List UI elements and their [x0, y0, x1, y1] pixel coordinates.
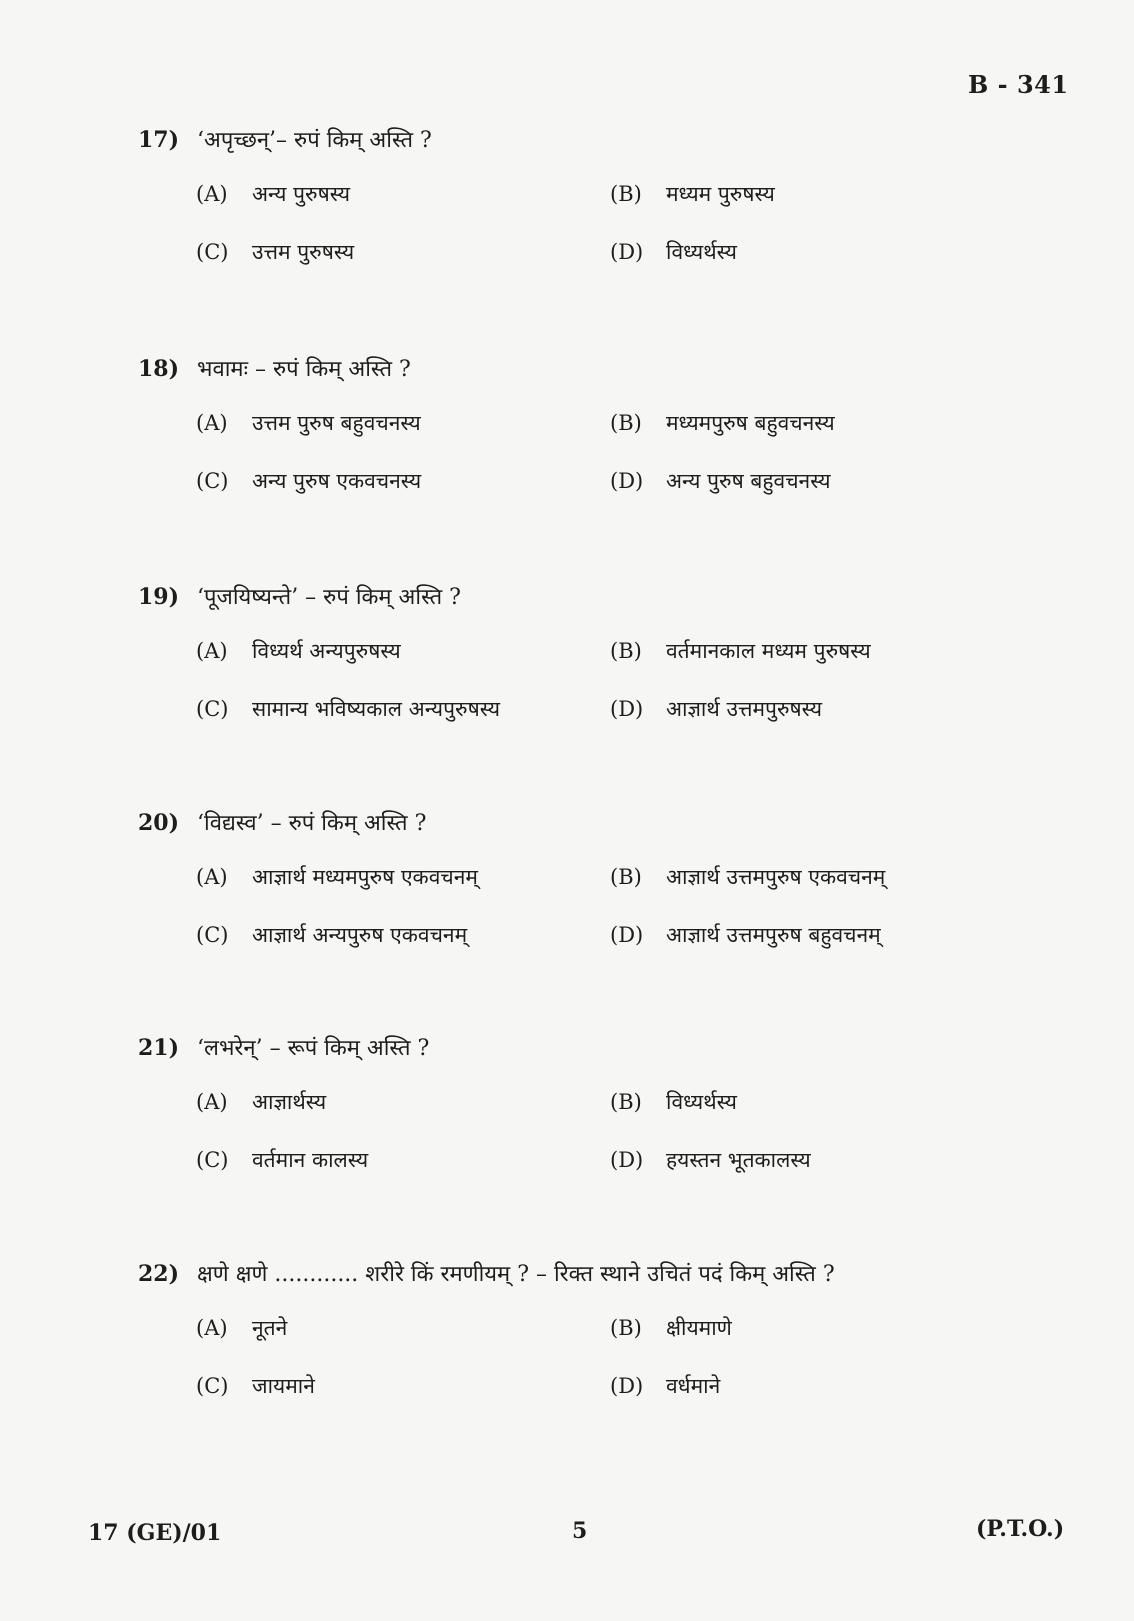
option-letter: (B) [610, 1090, 642, 1114]
option-text: नूतने [252, 1316, 288, 1340]
question-number: 19) [138, 584, 180, 610]
option-letter: (D) [610, 697, 644, 721]
footer-code: 17 (GE)/01 [88, 1520, 222, 1546]
question-19 [0, 581, 1134, 771]
option-letter: (C) [196, 923, 229, 947]
option-letter: (C) [196, 240, 229, 264]
option-text: आज्ञार्थ उत्तमपुरुष एकवचनम् [666, 865, 886, 889]
option-letter: (B) [610, 639, 642, 663]
option-c [196, 921, 467, 949]
option-letter: (A) [196, 1090, 228, 1114]
option-b [610, 1314, 732, 1342]
option-letter: (A) [196, 411, 228, 435]
option-text: विध्यर्थस्य [666, 240, 737, 264]
option-text: अन्य पुरुषस्य [252, 182, 351, 206]
question-number: 18) [138, 356, 180, 382]
option-d [610, 921, 881, 949]
option-d [610, 238, 737, 266]
option-letter: (D) [610, 923, 644, 947]
question-number: 20) [138, 810, 180, 836]
question-text: ‘लभरेन्’ – रूपं किम् अस्ति ? [197, 1036, 430, 1061]
option-letter: (D) [610, 1374, 644, 1398]
option-text: अन्य पुरुष एकवचनस्य [252, 469, 422, 493]
question-stem [138, 581, 461, 611]
option-text: मध्यम पुरुषस्य [666, 182, 775, 206]
option-letter: (C) [196, 469, 229, 493]
paper-code: B - 341 [968, 70, 1069, 99]
option-text: विध्यर्थस्य [666, 1090, 737, 1114]
question-number: 17) [138, 127, 180, 153]
option-text: जायमाने [252, 1374, 315, 1398]
option-b [610, 409, 835, 437]
option-text: आज्ञार्थ उत्तमपुरुष बहुवचनम् [666, 923, 881, 947]
option-letter: (D) [610, 1148, 644, 1172]
option-text: मध्यमपुरुष बहुवचनस्य [666, 411, 835, 435]
option-b [610, 1088, 737, 1116]
option-letter: (B) [610, 182, 642, 206]
option-letter: (A) [196, 182, 228, 206]
option-letter: (B) [610, 411, 642, 435]
option-text: आज्ञार्थ मध्यमपुरुष एकवचनम् [252, 865, 478, 889]
option-c [196, 467, 421, 495]
option-d [610, 1146, 811, 1174]
option-text: आज्ञार्थ उत्तमपुरुषस्य [666, 697, 823, 721]
question-stem [138, 353, 411, 383]
option-d [610, 467, 831, 495]
option-a [196, 409, 421, 437]
option-c [196, 238, 354, 266]
option-a [196, 863, 478, 891]
question-stem [138, 124, 432, 154]
pto-label: (P.T.O.) [976, 1516, 1065, 1542]
question-stem [138, 1032, 429, 1062]
option-text: हयस्तन भूतकालस्य [666, 1148, 811, 1172]
option-letter: (A) [196, 1316, 228, 1340]
page-number: 5 [572, 1518, 588, 1544]
option-b [610, 637, 871, 665]
option-text: वर्तमान कालस्य [252, 1148, 369, 1172]
option-text: आज्ञार्थ अन्यपुरुष एकवचनम् [252, 923, 468, 947]
option-c [196, 1372, 315, 1400]
question-22 [0, 1258, 1134, 1448]
option-text: उत्तम पुरुष बहुवचनस्य [252, 411, 421, 435]
option-a [196, 1088, 326, 1116]
option-c [196, 1146, 368, 1174]
question-18 [0, 353, 1134, 543]
option-letter: (D) [610, 469, 644, 493]
question-17 [0, 124, 1134, 314]
question-text: ‘विद्यस्व’ – रुपं किम् अस्ति ? [197, 811, 427, 836]
option-b [610, 863, 885, 891]
question-stem [138, 1258, 835, 1288]
option-text: सामान्य भविष्यकाल अन्यपुरुषस्य [252, 697, 501, 721]
option-d [610, 695, 822, 723]
option-a [196, 180, 350, 208]
option-letter: (A) [196, 639, 228, 663]
option-text: वर्धमाने [666, 1374, 721, 1398]
option-letter: (B) [610, 1316, 642, 1340]
question-number: 21) [138, 1035, 180, 1061]
option-text: उत्तम पुरुषस्य [252, 240, 355, 264]
option-text: आज्ञार्थस्य [252, 1090, 327, 1114]
question-number: 22) [138, 1261, 180, 1287]
question-text: क्षणे क्षणे ............ शरीरे किं रमणीयम् ? – रिक्त स्थाने उचितं पदं किम् अस्ति ? [197, 1262, 835, 1287]
question-text: ‘पूजयिष्यन्ते’ – रुपं किम् अस्ति ? [197, 585, 461, 610]
question-text: भवामः – रुपं किम् अस्ति ? [197, 357, 411, 382]
option-text: विध्यर्थ अन्यपुरुषस्य [252, 639, 401, 663]
option-letter: (B) [610, 865, 642, 889]
question-stem [138, 807, 426, 837]
option-text: अन्य पुरुष बहुवचनस्य [666, 469, 831, 493]
option-b [610, 180, 775, 208]
option-letter: (C) [196, 697, 229, 721]
option-letter: (C) [196, 1374, 229, 1398]
option-letter: (D) [610, 240, 644, 264]
option-a [196, 1314, 287, 1342]
option-text: क्षीयमाणे [666, 1316, 732, 1340]
question-21 [0, 1032, 1134, 1222]
option-a [196, 637, 401, 665]
option-letter: (C) [196, 1148, 229, 1172]
option-letter: (A) [196, 865, 228, 889]
question-20 [0, 807, 1134, 997]
option-text: वर्तमानकाल मध्यम पुरुषस्य [666, 639, 871, 663]
option-d [610, 1372, 720, 1400]
option-c [196, 695, 500, 723]
question-text: ‘अपृच्छन्’– रुपं किम् अस्ति ? [197, 128, 432, 153]
